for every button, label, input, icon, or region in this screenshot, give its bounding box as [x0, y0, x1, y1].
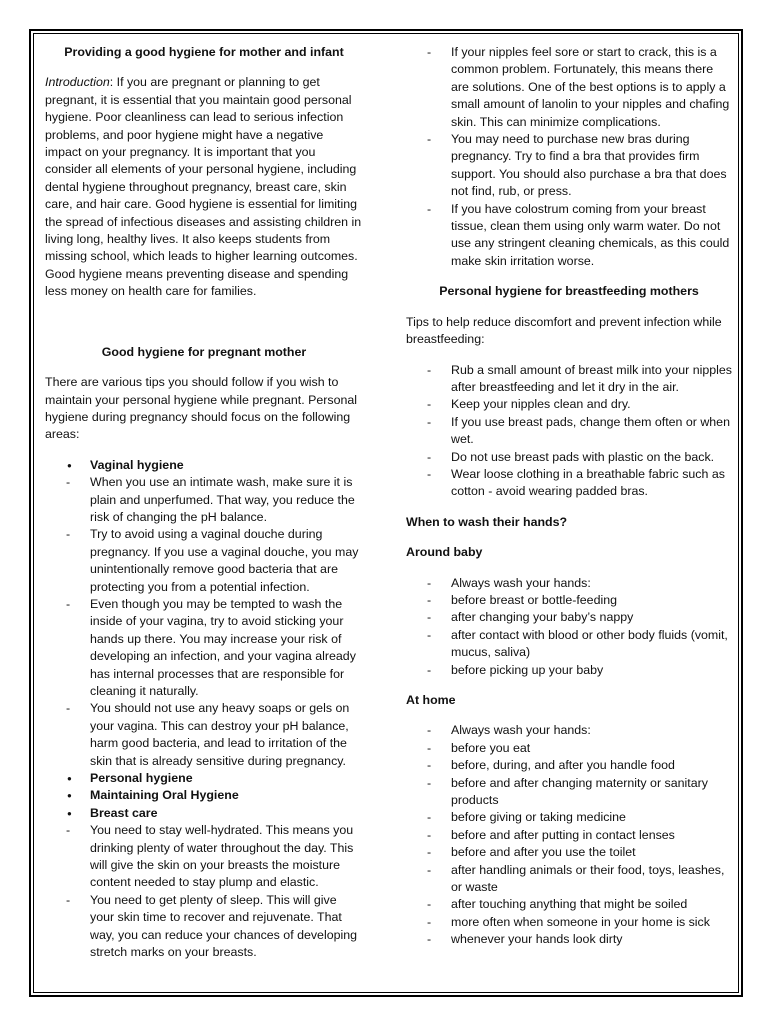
list-item: - before you eat	[406, 740, 732, 757]
list-item: - If your nipples feel sore or start to crack, this is a common problem. Fortunately, this means there are solutions. One of the best options is to apply a small amount of lanolin to your nipples and chafing skin. This can minimize complications.	[406, 44, 732, 131]
document-title: Providing a good hygiene for mother and infant	[64, 45, 344, 59]
list-item: - Always wash your hands:	[406, 575, 732, 592]
list-item: - after touching anything that might be soiled	[406, 896, 732, 913]
at-home-heading: At home	[406, 693, 456, 707]
list-item: - more often when someone in your home is sick	[406, 914, 732, 931]
list-item: - Do not use breast pads with plastic on the back.	[406, 449, 732, 466]
at-home-list	[406, 722, 732, 948]
pregnant-mother-intro: There are various tips you should follow if you wish to maintain your personal hygiene while pregnant. Personal hygiene during pregnancy should focus on the following areas:	[45, 375, 358, 442]
around-baby-heading: Around baby	[406, 545, 483, 560]
list-item-bullet: ● Breast care	[45, 805, 363, 822]
list-item: - before picking up your baby	[406, 662, 732, 679]
list-item: - You may need to purchase new bras during pregnancy. Try to find a bra that provides firm support. You should also purchase a bra that does not find, rub, or press.	[406, 131, 732, 201]
breastfeeding-intro: Tips to help reduce discomfort and prevent infection while breastfeeding:	[406, 314, 722, 347]
list-item: - If you have colostrum coming from your breast tissue, clean them using only warm water. Do not use any stringent cleaning chemicals, as this could make skin irritation worse.	[406, 201, 732, 271]
list-item: - Rub a small amount of breast milk into your nipples after breastfeeding and let it dry in the air.	[406, 362, 732, 397]
list-item: - before giving or taking medicine	[406, 809, 732, 826]
breastfeeding-heading: Personal hygiene for breastfeeding mothers	[439, 284, 699, 299]
list-item: - whenever your hands look dirty	[406, 931, 732, 948]
list-item: - before and after putting in contact lenses	[406, 827, 732, 844]
introduction-paragraph	[45, 74, 363, 300]
list-item: - Keep your nipples clean and dry.	[406, 396, 732, 413]
list-item: - after changing your baby’s nappy	[406, 609, 732, 626]
list-item: - Try to avoid using a vaginal douche during pregnancy. If you use a vaginal douche, you may unintentionally remove good bacteria that are protecting you from a potential infection.	[45, 526, 363, 596]
list-item: - Always wash your hands:	[406, 722, 732, 739]
list-item: - before and after changing maternity or sanitary products	[406, 775, 732, 810]
breast-care-list	[406, 44, 732, 270]
wash-hands-heading: When to wash their hands?	[406, 514, 568, 529]
list-item-bullet: ● Maintaining Oral Hygiene	[45, 787, 363, 804]
introduction-text: : If you are pregnant or planning to get pregnant, it is essential that you maintain good personal hygiene. Poor cleanliness can lead to serious infection problems, and poor hygiene might have a negative impact on your pregnancy. It is important that you consider all elements of your personal hygiene, including dental hygiene throughout pregnancy, breast care, skin care, and hair care. Good hygiene is essential for limiting the spread of infectious diseases and assisting children in living long, healthy lives. It also keeps students from missing school, which leads to higher learning outcomes. Good hygiene means preventing disease and spending less money on health care for families.	[45, 75, 362, 299]
around-baby-list	[406, 575, 732, 679]
list-item: - You should not use any heavy soaps or gels on your vagina. This can destroy your pH balance, harm good bacteria, and lead to irritation of the skin that is already sensitive during pregnancy.	[45, 700, 363, 770]
list-item: - You need to stay well-hydrated. This means you drinking plenty of water throughout the day. This will give the skin on your breasts the moisture content needed to stay plump and elastic.	[45, 822, 363, 892]
pregnant-mother-heading: Good hygiene for pregnant mother	[101, 344, 307, 359]
list-item: - after handling animals or their food, toys, leashes, or waste	[406, 862, 732, 897]
list-item: - When you use an intimate wash, make sure it is plain and unperfumed. That way, you reduce the risk of changing the pH balance.	[45, 474, 363, 526]
list-item: - before and after you use the toilet	[406, 844, 732, 861]
list-item: - You need to get plenty of sleep. This will give your skin time to recover and rejuvenate. That way, you can reduce your chances of developing stretch marks on your breasts.	[45, 892, 363, 962]
left-column	[45, 44, 363, 962]
breastfeeding-list	[406, 362, 732, 501]
pregnant-mother-list	[45, 457, 363, 962]
list-item: - before, during, and after you handle food	[406, 757, 732, 774]
list-item: - Wear loose clothing in a breathable fabric such as cotton - avoid wearing padded bras.	[406, 466, 732, 501]
list-item: - Even though you may be tempted to wash the inside of your vagina, try to avoid sticking your hands up there. You may increase your risk of developing an infection, and your vagina already has internal processes that are responsible for cleaning it naturally.	[45, 596, 363, 700]
right-column	[406, 44, 732, 949]
list-item-bullet: ● Personal hygiene	[45, 770, 363, 787]
list-item: - before breast or bottle-feeding	[406, 592, 732, 609]
list-item: - after contact with blood or other body fluids (vomit, mucus, saliva)	[406, 627, 732, 662]
list-item-bullet: ● Vaginal hygiene	[45, 457, 363, 474]
list-item: - If you use breast pads, change them often or when wet.	[406, 414, 732, 449]
introduction-label: Introduction	[45, 75, 110, 90]
